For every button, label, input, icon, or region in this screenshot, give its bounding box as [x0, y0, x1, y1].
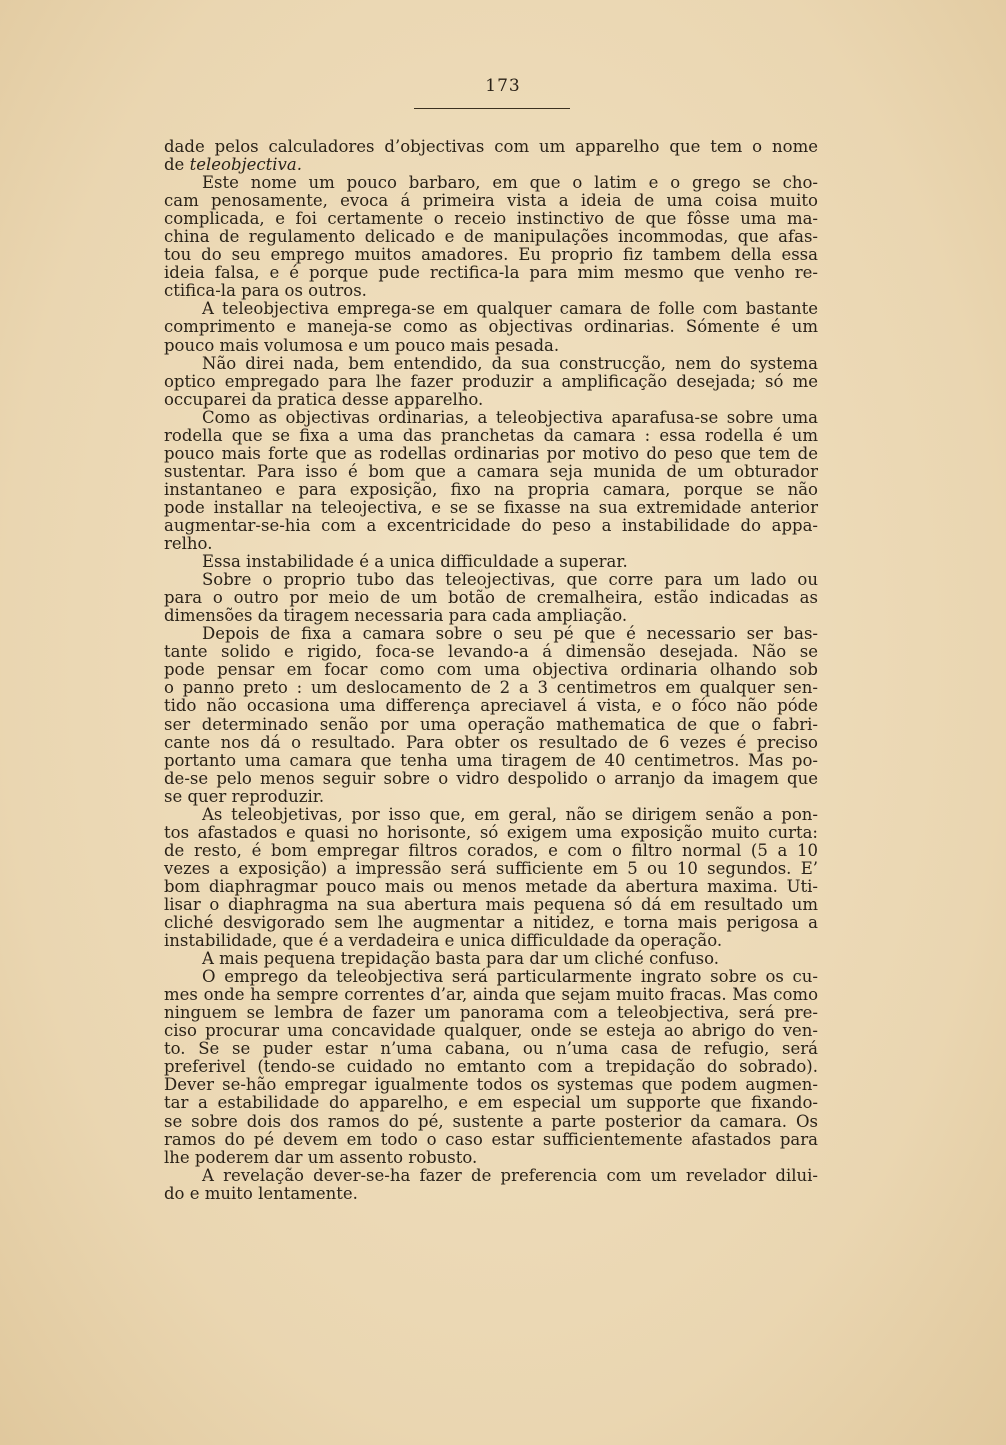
text-line: ramos do pé devem em todo o caso estar sufficientemente afastados para	[164, 1129, 818, 1149]
text-line: portanto uma camara que tenha uma tiragem de 40 centimetros. Mas po-	[164, 750, 818, 770]
text-line: A teleobjectiva emprega-se em qualquer camara de folle com bastante	[202, 299, 818, 319]
text-line: A revelação dever-se-ha fazer de preferencia com um revelador dilui-	[202, 1165, 818, 1185]
text-line: sustentar. Para isso é bom que a camara seja munida de um obturador	[164, 461, 818, 481]
text-line: occuparei da pratica desse apparelho.	[164, 389, 484, 409]
text-line: o panno preto : um deslocamento de 2 a 3 centimetros em qualquer sen-	[164, 678, 818, 698]
text-line: cliché desvigorado sem lhe augmentar a nitidez, e torna mais perigosa a	[164, 913, 818, 933]
text-line: pode installar na teleojectiva, e se se fixasse na sua extremidade anterior	[164, 497, 818, 517]
text-line: O emprego da teleobjectiva será particularmente ingrato sobre os cu-	[202, 967, 818, 987]
page-number: 173	[485, 76, 521, 96]
text-line: para o outro por meio de um botão de cremalheira, estão indicadas as	[164, 588, 818, 608]
text-line: Sobre o proprio tubo das teleojectivas, que corre para um lado ou	[202, 570, 818, 590]
text-line: china de regulamento delicado e de manipulações incommodas, que afas-	[164, 227, 818, 247]
text-line: Como as objectivas ordinarias, a teleobjectiva aparafusa-se sobre uma	[202, 407, 818, 427]
body-text	[164, 138, 818, 1203]
text-line: dade pelos calculadores d’objectivas com um apparelho que tem o nome	[164, 137, 818, 156]
text-line: de teleobjectiva.	[164, 155, 302, 175]
text-line: se quer reproduzir.	[164, 786, 325, 806]
text-line: As teleobjetivas, por isso que, em geral, não se dirigem senão a pon-	[202, 804, 818, 824]
text-line: instabilidade, que é a verdadeira e unica difficuldade da operação.	[164, 931, 723, 951]
text-line: se sobre dois dos ramos do pé, sustente a parte posterior da camara. Os	[164, 1111, 818, 1131]
text-line: ctifica-la para os outros.	[164, 281, 367, 301]
text-line: Essa instabilidade é a unica difficuldade a superar.	[202, 552, 628, 572]
text-line: dimensões da tiragem necessaria para cada ampliação.	[164, 606, 628, 626]
text-line: pouco mais forte que as rodellas ordinarias por motivo do peso que tem de	[164, 443, 818, 463]
text-line: to. Se se puder estar n’uma cabana, ou n’uma casa de refugio, será	[164, 1039, 818, 1059]
text-line: ideia falsa, e é porque pude rectifica-la para mim mesmo que venho re-	[164, 263, 818, 283]
text-line: A mais pequena trepidação basta para dar um cliché confuso.	[202, 949, 719, 969]
text-line: Dever se-hão empregar igualmente todos os systemas que podem augmen-	[164, 1075, 818, 1095]
text-line: pouco mais volumosa e um pouco mais pesada.	[164, 335, 560, 355]
text-line: instantaneo e para exposição, fixo na propria camara, porque se não	[164, 479, 818, 499]
text-line: tar a estabilidade do apparelho, e em especial um supporte que fixando-	[164, 1093, 818, 1113]
text-line: tido não occasiona uma differença apreciavel á vista, e o fóco não póde	[164, 696, 818, 716]
text-line: comprimento e maneja-se como as objectivas ordinarias. Sómente é um	[164, 317, 818, 337]
text-line: complicada, e foi certamente o receio instinctivo de que fôsse uma ma-	[164, 209, 818, 229]
text-line: augmentar-se-hia com a excentricidade do peso a instabilidade do appa-	[164, 515, 818, 535]
header-rule	[414, 108, 570, 109]
text-line: optico empregado para lhe fazer produzir a amplificação desejada; só me	[164, 371, 818, 391]
text-line: bom diaphragmar pouco mais ou menos metade da abertura maxima. Uti-	[164, 876, 818, 896]
text-line: Depois de fixa a camara sobre o seu pé que é necessario ser bas-	[202, 624, 818, 644]
text-line: Este nome um pouco barbaro, em que o latim e o grego se cho-	[202, 173, 818, 193]
text-line: tante solido e rigido, foca-se levando-a á dimensão desejada. Não se	[164, 642, 818, 662]
text-line: relho.	[164, 534, 213, 554]
text-line: pode pensar em focar como com uma objectiva ordinaria olhando sob	[164, 660, 818, 680]
text-line: tou do seu emprego muitos amadores. Eu proprio fiz tambem della essa	[164, 245, 818, 265]
text-line: Não direi nada, bem entendido, da sua construcção, nem do systema	[202, 353, 818, 373]
text-line: do e muito lentamente.	[164, 1183, 358, 1203]
text-line: de resto, é bom empregar filtros corados, e com o filtro normal (5 a 10	[164, 840, 818, 860]
text-line: de-se pelo menos seguir sobre o vidro despolido o arranjo da imagem que	[164, 768, 818, 788]
text-line: preferivel (tendo-se cuidado no emtanto com a trepidação do sobrado).	[164, 1057, 818, 1077]
text-line: mes onde ha sempre correntes d’ar, ainda que sejam muito fracas. Mas como	[164, 985, 818, 1005]
text-line: lhe poderem dar um assento robusto.	[164, 1147, 478, 1167]
text-line: lisar o diaphragma na sua abertura mais pequena só dá em resultado um	[164, 894, 818, 914]
text-line: tos afastados e quasi no horisonte, só exigem uma exposição muito curta:	[164, 822, 818, 842]
text-line: cante nos dá o resultado. Para obter os resultado de 6 vezes é preciso	[164, 732, 818, 752]
text-line: vezes a exposição) a impressão será sufficiente em 5 ou 10 segundos. E’	[164, 858, 818, 878]
text-line: ser determinado senão por uma operação mathematica de que o fabri-	[164, 714, 818, 734]
text-line: ciso procurar uma concavidade qualquer, onde se esteja ao abrigo do ven-	[164, 1021, 818, 1041]
text-line: ninguem se lembra de fazer um panorama com a teleobjectiva, será pre-	[164, 1003, 818, 1023]
text-line: rodella que se fixa a uma das pranchetas da camara : essa rodella é um	[164, 425, 818, 445]
text-line: cam penosamente, evoca á primeira vista a ideia de uma coisa muito	[164, 191, 818, 211]
